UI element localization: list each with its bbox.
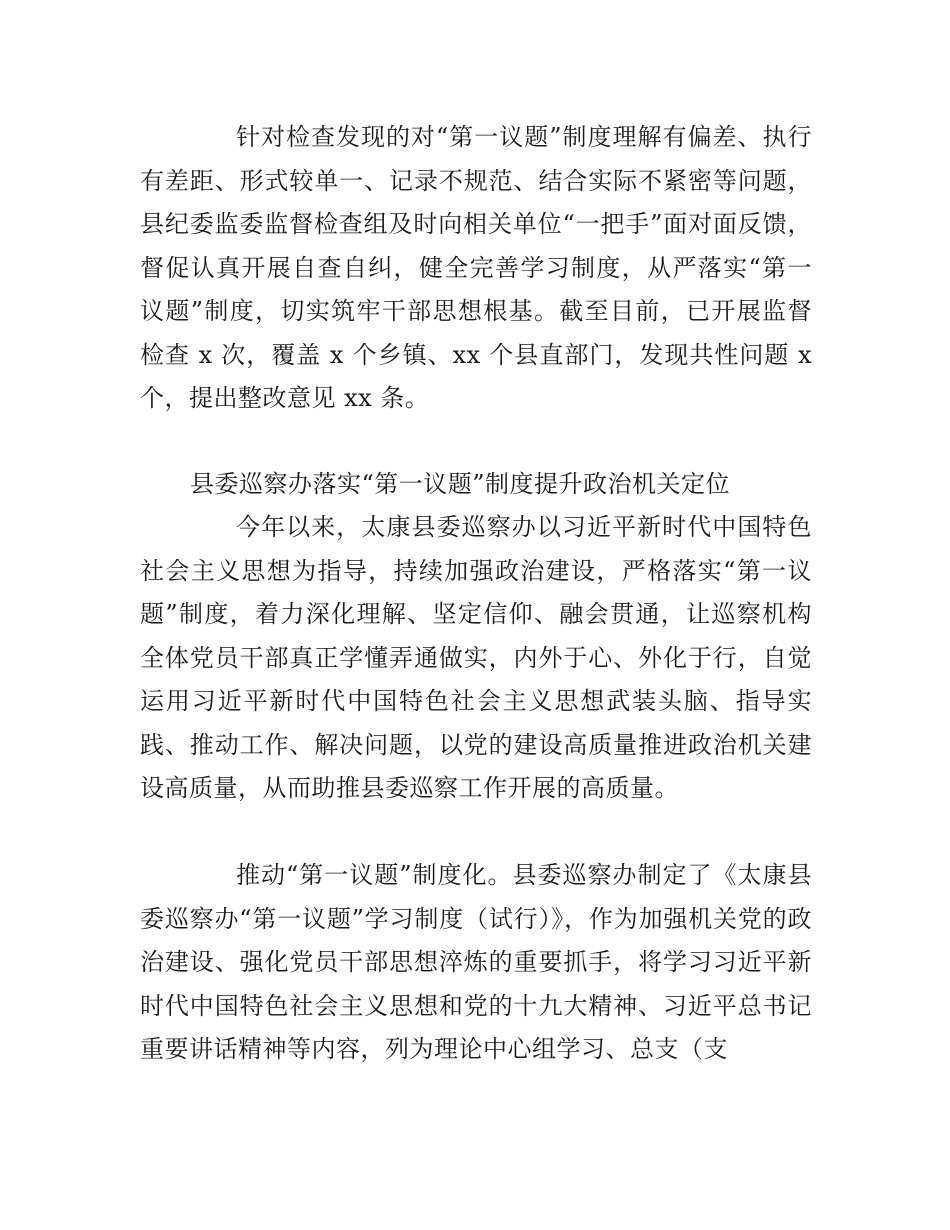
section-heading: 县委巡察办落实“第一议题”制度提升政治机关定位: [190, 470, 731, 498]
paragraph-institutionalization: 推动“第一议题”制度化。县委巡察办制定了《太康县委巡察办“第一议题”学习制度（试行）》，作为加强机关党的政治建设、强化党员干部思想淬炼的重要抓手，将学习习近平新时代中国特色社会主义思想和党的十九大精神、习近平总书记重要讲话精神等内容，列为理论中心组学习、总支（支: [140, 861, 812, 1063]
paragraph-supervision-inspection: 针对检查发现的对“第一议题”制度理解有偏差、执行有差距、形式较单一、记录不规范、结合实际不紧密等问题，县纪委监委监督检查组及时向相关单位“一把手”面对面反馈，督促认真开展自查自纠，健全完善学习制度，从严落实“第一议题”制度，切实筑牢干部思想根基。截至目前，已开展监督检查 x 次，覆盖 x 个乡镇、xx 个县直部门，发现共性问题 x 个，提出整改意见 xx 条。: [140, 123, 812, 412]
paragraph-inspection-office-intro: 今年以来，太康县委巡察办以习近平新时代中国特色社会主义思想为指导，持续加强政治建设，严格落实“第一议题”制度，着力深化理解、坚定信仰、融会贯通，让巡察机构全体党员干部真正学懂弄通做实，内外于心、外化于行，自觉运用习近平新时代中国特色社会主义思想武装头脑、指导实践、推动工作、解决问题，以党的建设高质量推进政治机关建设高质量，从而助推县委巡察工作开展的高质量。: [140, 513, 812, 802]
